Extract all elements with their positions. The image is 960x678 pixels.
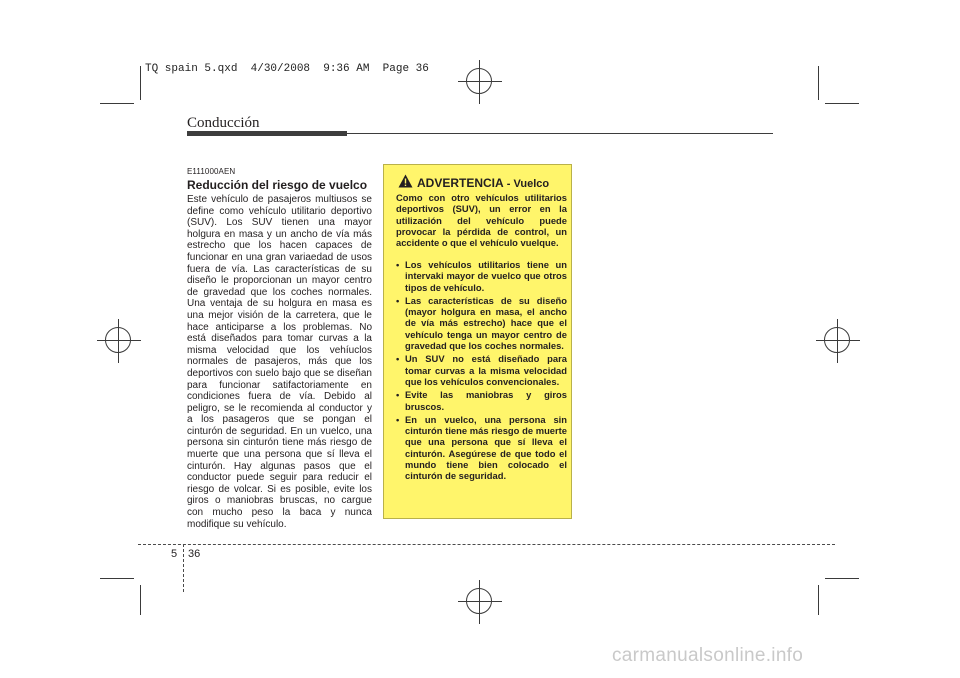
warning-header xyxy=(398,173,570,193)
bullet: • xyxy=(396,413,400,425)
warning-label: ADVERTENCIA xyxy=(417,176,504,190)
registration-mark-left xyxy=(97,319,141,363)
watermark: carmanualsonline.info xyxy=(612,645,804,666)
warning-list-item xyxy=(396,353,567,387)
chapter-number: 5 xyxy=(171,548,178,560)
warning-item-text: Las características de su diseño (mayor holgura en masa, el ancho de vía más estrecho) hace que el vehículo tenga un mayor centro de gravedad que los coches normales. xyxy=(405,294,567,352)
registration-mark-bottom xyxy=(458,580,502,624)
crop-mark xyxy=(818,585,819,615)
warning-item-text: Evite las maniobras y giros bruscos. xyxy=(405,389,567,412)
warning-list-item xyxy=(396,414,567,482)
warning-title xyxy=(417,176,549,190)
section-code: E111000AEN xyxy=(187,167,236,176)
warning-topic: Vuelco xyxy=(513,178,550,190)
crop-mark xyxy=(100,103,134,104)
section-body: Este vehículo de pasajeros multiusos se define como vehículo utilitario deportivo (SUV). Los SUV tienen una mayor holgura en masa y un ancho de vía más estrecho que los hacen capaces de funcionar en una gran variaedad de usos fuera de vía. Las características de su diseño le proporcionan un mayor centro de gravedad que los coches normales. Una ventaja de su holgura en masa es una mejor visión de la carretera, que le hace anticiparse a los problemas. No está diseñados para tomar curvas a la misma velocidad que los vehíuclos normales de pasajeros, más que los deportivos con suelo bajo que se diseñan para funcionar satifactoriamente en condiciones fuera de vía. Debido al peligro, se le recomienda al conductor y a los pasageros que se pongan el cinturón de seguridad. En un vuelco, una persona sin cinturón tiene más riesgo de muerte que una persona que sí lleva el cinturón. Hay algunas pasos que el conductor puede seguir para reducir el riesgo de volcar. Si es posible, evite los giros o maniobras bruscas, no cargue con mucho peso la baca y nunca modifique su vehículo. xyxy=(187,194,372,530)
warning-item-text: Un SUV no está diseñado para tomar curvas a la misma velocidad que los vehículos convencionales. xyxy=(405,353,567,387)
registration-mark-right xyxy=(816,319,860,363)
warning-intro: Como con otro vehículos utilitarios deportivos (SUV), un error en la utilización del vehículo puede provocar la pérdida de control, un accidente o que el vehículo vuelque. xyxy=(396,192,567,249)
bullet: • xyxy=(396,353,400,365)
warning-box xyxy=(383,164,572,519)
page-number: 36 xyxy=(188,548,201,560)
footer-rule xyxy=(138,544,835,545)
section-title: Reducción del riesgo de vuelco xyxy=(187,178,368,192)
header-bar xyxy=(187,131,347,136)
crop-mark xyxy=(140,585,141,615)
warning-list-item xyxy=(396,295,567,351)
crop-mark xyxy=(825,103,859,104)
warning-list-item xyxy=(396,389,567,412)
crop-mark xyxy=(100,578,134,579)
warning-item-text: En un vuelco, una persona sin cinturón tiene más riesgo de muerte que una persona que sí lleva el cinturón. Asegúrese de que todo el mundo tiene bien colocado el cinturón de seguridad. xyxy=(405,413,567,482)
bullet: • xyxy=(396,389,400,401)
header-rule xyxy=(347,133,773,134)
bullet: • xyxy=(396,294,400,306)
footer-divider xyxy=(183,544,184,592)
warning-triangle-icon xyxy=(398,174,413,188)
warning-item-text: Los vehículos utilitarios tiene un intervaki mayor de vuelco que otros tipos de vehículo. xyxy=(405,259,567,293)
crop-mark xyxy=(140,66,141,100)
chapter-header-title: Conducción xyxy=(187,115,260,131)
crop-mark xyxy=(818,66,819,100)
warning-separator: - xyxy=(503,178,514,190)
warning-list xyxy=(396,259,567,484)
registration-mark-top xyxy=(458,60,502,104)
warning-list-item xyxy=(396,259,567,293)
print-slug: TQ spain 5.qxd 4/30/2008 9:36 AM Page 36 xyxy=(145,63,429,75)
crop-mark xyxy=(825,578,859,579)
bullet: • xyxy=(396,259,400,270)
